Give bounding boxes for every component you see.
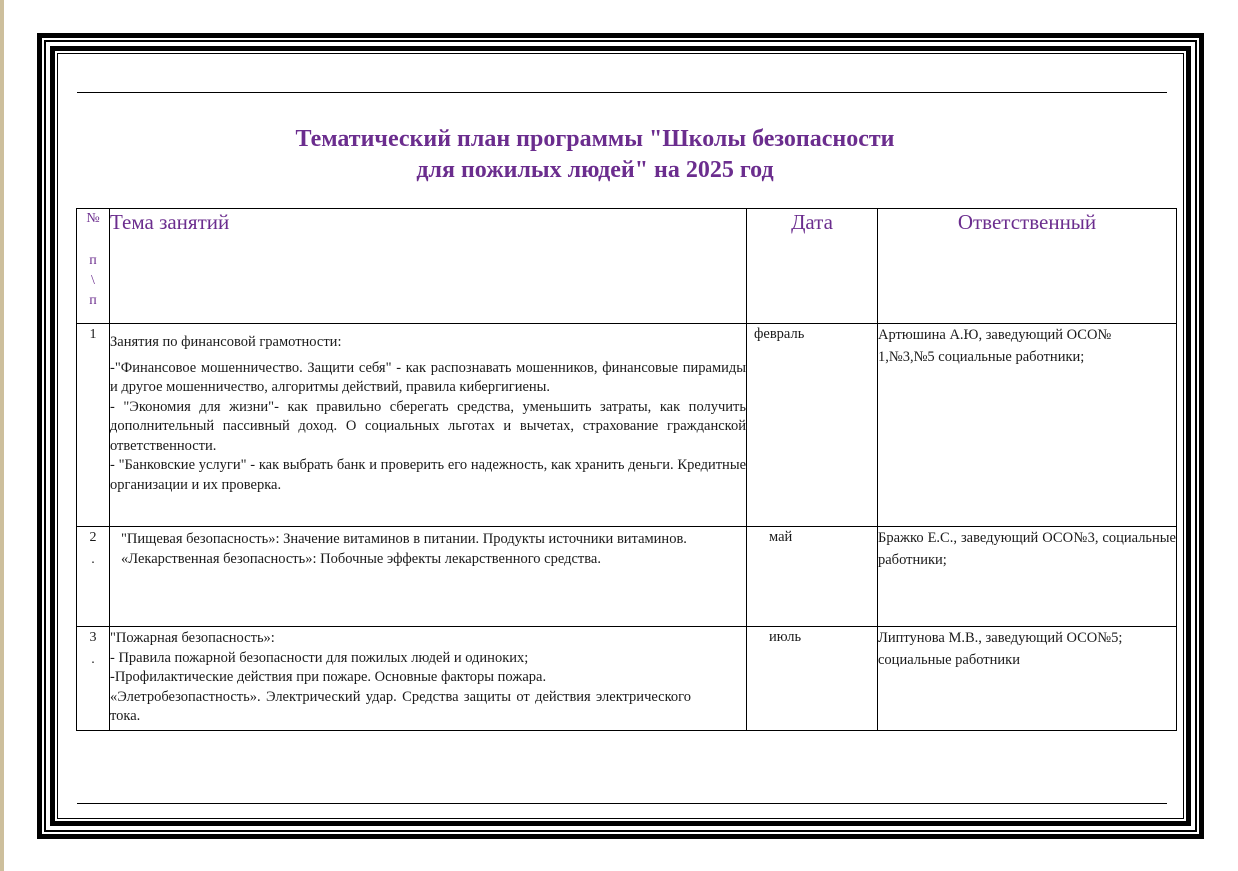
topic-line: -Профилактические действия при пожаре. Основные факторы пожара.	[110, 669, 547, 685]
topic-line: -"Финансовое мошенничество. Защити себя" - как распознавать мошенников, финансовые пирамиды и другое мошенничество, алгоритмы действий, правила кибергигиены.	[110, 359, 746, 395]
table-row	[77, 627, 1177, 731]
row-date: июль	[747, 627, 878, 731]
row-topic	[110, 627, 747, 731]
topic-line: "Пищевая безопасность»: Значение витаминов в питании. Продукты источники витаминов.	[121, 531, 687, 547]
topic-line: - "Банковские услуги" - как выбрать банк и проверить его надежность, как хранить деньги. Кредитные организации и их проверка.	[110, 457, 746, 493]
topic-line: - "Экономия для жизни"- как правильно сберегать средства, уменьшить затраты, как получить дополнительный пассивный доход. О социальных льготах и вычетах, страхование гражданской ответственности.	[110, 398, 746, 454]
row-number	[77, 627, 110, 731]
row-number-value: 2	[89, 530, 97, 545]
row-responsible: Артюшина А.Ю, заведующий ОСО№ 1,№3,№5 социальные работники;	[878, 324, 1177, 527]
row-number	[77, 527, 110, 627]
header-number-symbol: №	[86, 211, 100, 226]
page-title	[180, 124, 1010, 186]
row-topic	[110, 527, 747, 627]
row-number-value: 1	[89, 327, 97, 342]
top-rule	[77, 92, 1167, 93]
row-responsible: Бражко Е.С., заведующий ОСО№3, социальные работники;	[878, 527, 1177, 627]
header-number-slash: \	[91, 273, 95, 288]
table-row	[77, 324, 1177, 527]
table-header-row	[77, 209, 1177, 324]
row-date: май	[747, 527, 878, 627]
row-responsible	[878, 627, 1177, 731]
topic-line: Занятия по финансовой грамотности:	[110, 334, 342, 350]
header-topic: Тема занятий	[110, 209, 747, 324]
row-number-value: 3	[89, 630, 97, 645]
row-number	[77, 324, 110, 527]
header-number	[77, 209, 110, 324]
header-date: Дата	[747, 209, 878, 324]
row-number-dot: .	[91, 552, 95, 567]
responsible-line: Липтунова М.В., заведующий ОСО№5;	[878, 630, 1123, 646]
thematic-plan-table	[76, 208, 1177, 731]
page-title-line-1: Тематический план программы "Школы безопасности	[295, 126, 895, 152]
left-edge-strip	[0, 0, 4, 871]
bottom-rule	[77, 803, 1167, 804]
row-number-dot: .	[91, 652, 95, 667]
header-number-p1: п	[89, 253, 97, 268]
page-title-line-2: для пожилых людей" на 2025 год	[416, 157, 774, 183]
header-responsible: Ответственный	[878, 209, 1177, 324]
row-topic	[110, 324, 747, 527]
topic-line: «Элетробезопастность». Электрический удар. Средства защиты от действия электрического тока.	[110, 688, 691, 724]
table-row	[77, 527, 1177, 627]
responsible-line: социальные работники	[878, 652, 1020, 668]
topic-line: "Пожарная безопасность»:	[110, 630, 275, 646]
row-date: февраль	[747, 324, 878, 527]
topic-line: «Лекарственная безопасность»: Побочные эффекты лекарственного средства.	[121, 550, 601, 567]
header-number-p2: п	[89, 293, 97, 308]
topic-line: - Правила пожарной безопасности для пожилых людей и одиноких;	[110, 649, 529, 666]
